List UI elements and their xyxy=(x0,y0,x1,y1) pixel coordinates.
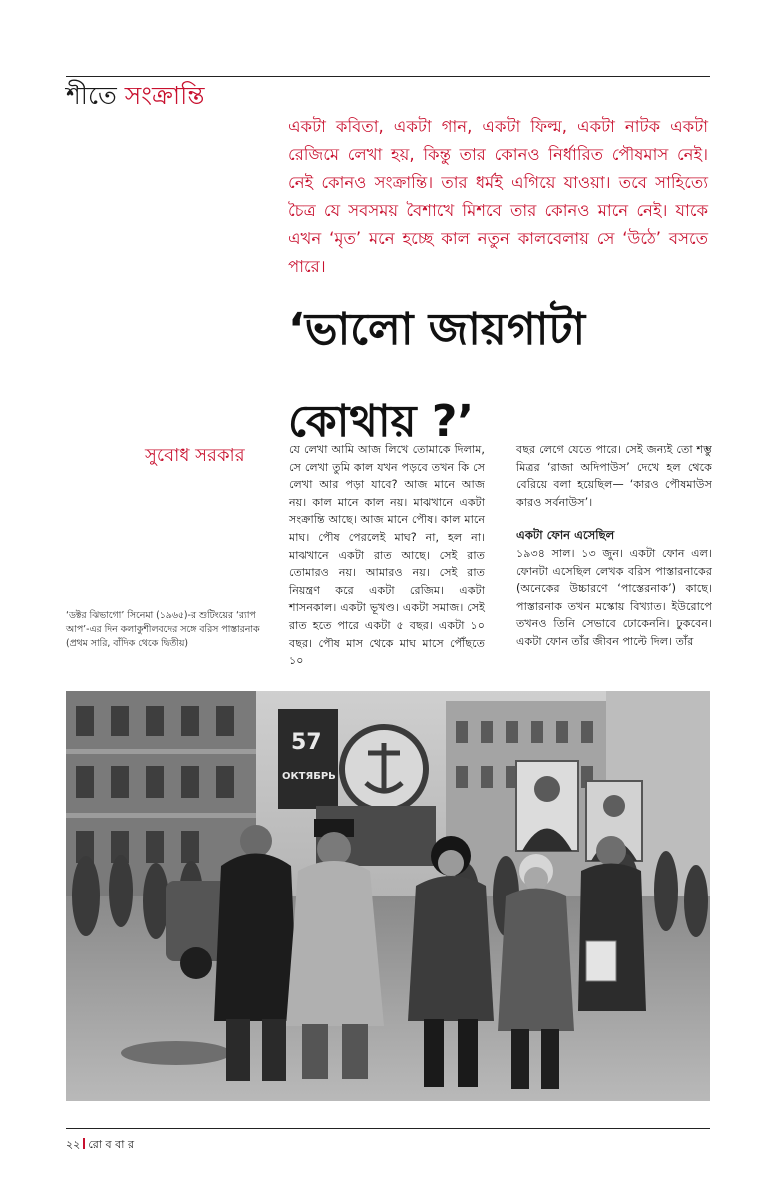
parade-photo xyxy=(66,691,710,1101)
standfirst: একটা কবিতা, একটা গান, একটা ফিল্ম, একটা নাটক একটা রেজিমে লেখা হয়, কিন্তু তার কোনও নির্ধারিত পৌষমাস নেই। নেই কোনও সংক্রান্তি। তার ধর্মই এগিয়ে যাওয়া। তবে সাহিত্যে চৈত্র যে সবসময় বৈশাখে মিশবে তার কোনও মানে নেই। যাকে এখন ‘মৃত’ মনে হচ্ছে কাল নতুন কালবেলায় সে ‘উঠে’ বসতে পারে। xyxy=(288,117,708,276)
photo-caption: ‘ডক্টর ঝিভাগো’ সিনেমা (১৯৬৫)-র শুটিংয়ের ‘র‍্যাপ আপ’-এর দিন কলাকুশীলবদের সঙ্গে বরিস পাস্তারনাক (প্রথম সারি, বাঁদিক থেকে দ্বিতীয়) xyxy=(66,610,260,649)
page-footer xyxy=(66,1136,134,1155)
section-lead: শীতে xyxy=(66,81,117,110)
section-accent: সংক্রান্তি xyxy=(124,81,205,110)
body-paragraph: ১৯৩৪ সাল। ১৩ জুন। একটা ফোন এল। ফোনটা এসেছিল লেখক বরিস পাস্তারনাকের (অনেকের উচ্চারণে ‘পাস্তেরনাক’) কাছে। পাস্তারনাক তখন মস্কোয় বিখ্যাত। ইউরোপে তখনও তিনি সেভাবে ঢোকেননি। ঢুকবেন। একটা ফোন তাঁর জীবন পাল্টে দিল। তাঁর xyxy=(516,546,712,648)
headline-line-2: কোথায় ?’ xyxy=(288,396,475,447)
body-paragraph: বছর লেগে যেতে পারে। সেই জন্যই তো শম্ভু মিত্রর ‘রাজা অদিপাউস’ দেখে হল থেকে বেরিয়ে বলা হয়েছিল— ‘কারও পৌষমাউস কারও সর্বনাউস’। xyxy=(516,443,712,509)
page-number: ২২ xyxy=(66,1138,81,1151)
body-column-2 xyxy=(516,441,712,667)
section-heading xyxy=(66,82,205,110)
body-subheading: একটা ফোন এসেছিল xyxy=(516,528,615,543)
top-rule xyxy=(66,76,710,77)
headline-line-1: ‘ভালো জায়গাটা xyxy=(288,304,586,355)
body-column-1 xyxy=(289,441,485,686)
footer-divider xyxy=(83,1138,85,1149)
banner-word: ОКТЯБРЬ xyxy=(282,771,336,782)
banner-number: 57 xyxy=(291,730,322,755)
byline: সুবোধ সরকার xyxy=(145,445,245,466)
magazine-name: রো ব বা র xyxy=(88,1138,134,1151)
parade-photo-illustration xyxy=(66,691,710,1101)
body-paragraph: যে লেখা আমি আজ লিখে তোমাকে দিলাম, সে লেখা তুমি কাল যখন পড়বে তখন কি সে লেখা আর পড়া যাবে? আজ মানে আজ নয়। কাল মানে কাল নয়। মাঝখানে একটা সংক্রান্তি আছে। আজ মানে পৌষ। কাল মানে মাঘ। পৌষ পেরলেই মাঘ? না, হল না। মাঝখানে একটা রাত আছে। সেই রাত তোমারও নয়। আমারও নয়। সেই রাত নিয়ন্ত্রণ করে একটা রেজিম। একটা শাসনকাল। একটা ভূখণ্ড। একটা সমাজ। সেই রাত হতে পারে একটা ৫ বছর। একটা ১০ বছর। পৌষ মাস থেকে মাঘ মাসে পৌঁছতে ১০ xyxy=(289,443,485,668)
bottom-rule xyxy=(66,1128,710,1129)
